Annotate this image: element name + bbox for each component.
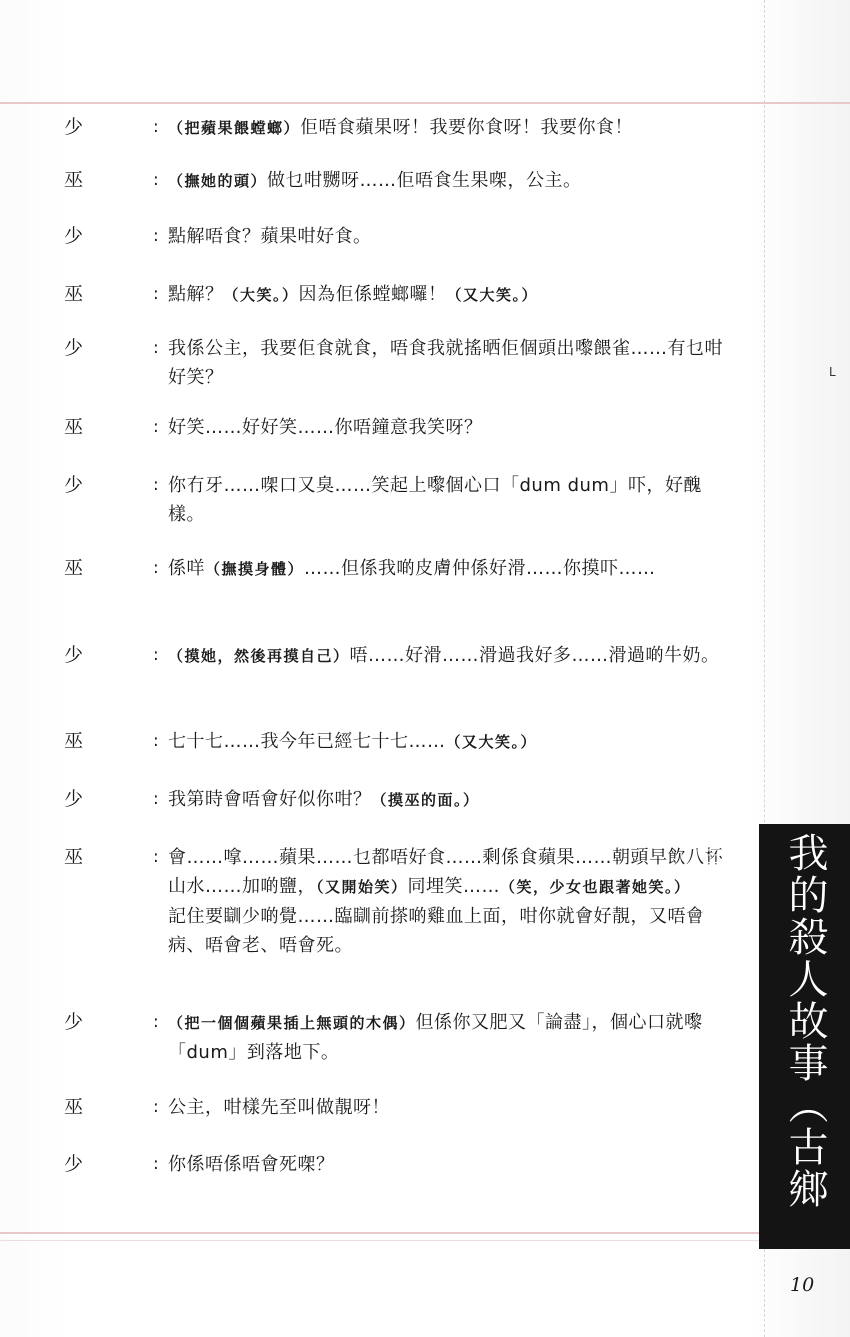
speaker-colon: :: [153, 170, 159, 190]
line-text: [168, 1093, 728, 1122]
speech-text: 我係公主，我要佢食就食，唔食我就搖晒佢個頭出嚟餵雀……有乜咁好笑？: [168, 338, 723, 388]
speech-text: 記住要瞓少啲覺……臨瞓前搽啲雞血上面，咁你就會好靚，又唔會病、唔會老、唔會死。: [168, 906, 705, 956]
line-text: [168, 413, 728, 442]
line-text: [168, 280, 728, 310]
line-text: [168, 113, 728, 143]
margin-mark: L: [829, 365, 836, 379]
speaker: 少: [64, 225, 84, 247]
speech-text: 係咩: [168, 558, 205, 579]
speech-text: 公主，咁樣先至叫做靚呀！: [168, 1097, 390, 1118]
speaker: 巫: [64, 283, 84, 305]
speaker: 巫: [64, 557, 84, 579]
line-text: [168, 471, 728, 529]
line-text: [168, 727, 728, 757]
line-text: [168, 785, 728, 815]
speaker-colon: :: [153, 417, 159, 437]
speaker-colon: :: [153, 731, 159, 751]
speech-text: 但係你又肥又「論盡」，個心口就嚟「dum」到落地下。: [168, 1012, 703, 1063]
speaker-colon: :: [153, 558, 159, 578]
speaker-colon: :: [153, 847, 159, 867]
speaker-colon: :: [153, 284, 159, 304]
speaker-colon: :: [153, 226, 159, 246]
speech-text: 好笑……好好笑……你唔鐘意我笑呀？: [168, 417, 483, 438]
speech-text: 做乜咁嬲呀……佢唔食生果㗎，公主。: [267, 170, 582, 191]
line-text: [168, 843, 728, 960]
stage-direction: （大笑。）: [223, 286, 299, 304]
speech-text: 佢唔食蘋果呀！我要你食呀！我要你食！: [300, 117, 634, 138]
speaker: 巫: [64, 169, 84, 191]
line-text: [168, 1008, 728, 1067]
speech-text: ……但係我啲皮膚仲係好滑……你摸吓……: [304, 558, 656, 579]
book-title-tab: [691, 824, 850, 1249]
speaker-colon: :: [153, 1154, 159, 1174]
speaker-colon: :: [153, 117, 159, 137]
stage-direction: （又大笑。）: [446, 286, 539, 304]
book-title: 我的殺人故事（古鄉奇譚）: [691, 832, 828, 1210]
speech-text: 點解唔食？蘋果咁好食。: [168, 226, 372, 247]
speech-text: 你冇牙……㗎口又臭……笑起上嚟個心口「dum dum」吓，好醜樣。: [168, 475, 702, 525]
page-number: 10: [790, 1274, 815, 1296]
line-text: [168, 554, 728, 584]
speaker-colon: :: [153, 1012, 159, 1032]
speaker: 少: [64, 788, 84, 810]
line-text: [168, 166, 728, 196]
stage-direction: （摸巫的面。）: [371, 791, 480, 809]
speech-text: 同埋笑……: [407, 876, 501, 897]
speech-text: 你係唔係唔會死㗎？: [168, 1154, 335, 1175]
speech-text: 唔……好滑……滑過我好多……滑過啲牛奶。: [349, 645, 720, 666]
stage-direction: （把一個個蘋果插上無頭的木偶）: [168, 1014, 416, 1032]
speaker: 少: [64, 337, 84, 359]
speaker-colon: :: [153, 1097, 159, 1117]
speaker-colon: :: [153, 789, 159, 809]
speaker-colon: :: [153, 475, 159, 495]
speaker: 少: [64, 474, 84, 496]
speaker: 巫: [64, 1096, 84, 1118]
stage-direction: （摸她，然後再摸自己）: [168, 647, 350, 665]
speech-text: 因為佢係螳螂囉！: [298, 284, 447, 305]
speaker: 少: [64, 116, 84, 138]
speaker: 少: [64, 1153, 84, 1175]
stage-direction: （撫她的頭）: [168, 172, 268, 190]
stage-direction: （又開始笑）: [316, 878, 408, 896]
line-text: [168, 1150, 728, 1179]
speaker: 巫: [64, 730, 84, 752]
speaker: 巫: [64, 416, 84, 438]
speech-text: 七十七……我今年已經七十七……: [168, 731, 446, 752]
speech-text: 點解？: [168, 284, 224, 305]
stage-direction: （笑，少女也跟著她笑。）: [500, 878, 691, 896]
speaker: 少: [64, 1011, 84, 1033]
speaker: 少: [64, 644, 84, 666]
line-text: [168, 222, 728, 251]
stage-direction: （又大笑。）: [445, 733, 538, 751]
line-text: [168, 641, 728, 671]
stage-direction: （撫摸身體）: [205, 560, 305, 578]
speaker: 巫: [64, 846, 84, 868]
speech-text: 會……嗱……蘋果……乜都唔好食……剩係食蘋果……朝頭早飲八杯山水……加啲鹽，: [168, 847, 723, 897]
stage-direction: （把蘋果餵螳螂）: [168, 119, 301, 137]
speaker-colon: :: [153, 645, 159, 665]
speaker-colon: :: [153, 338, 159, 358]
line-text: [168, 334, 728, 392]
speech-text: 我第時會唔會好似你咁？: [168, 789, 372, 810]
